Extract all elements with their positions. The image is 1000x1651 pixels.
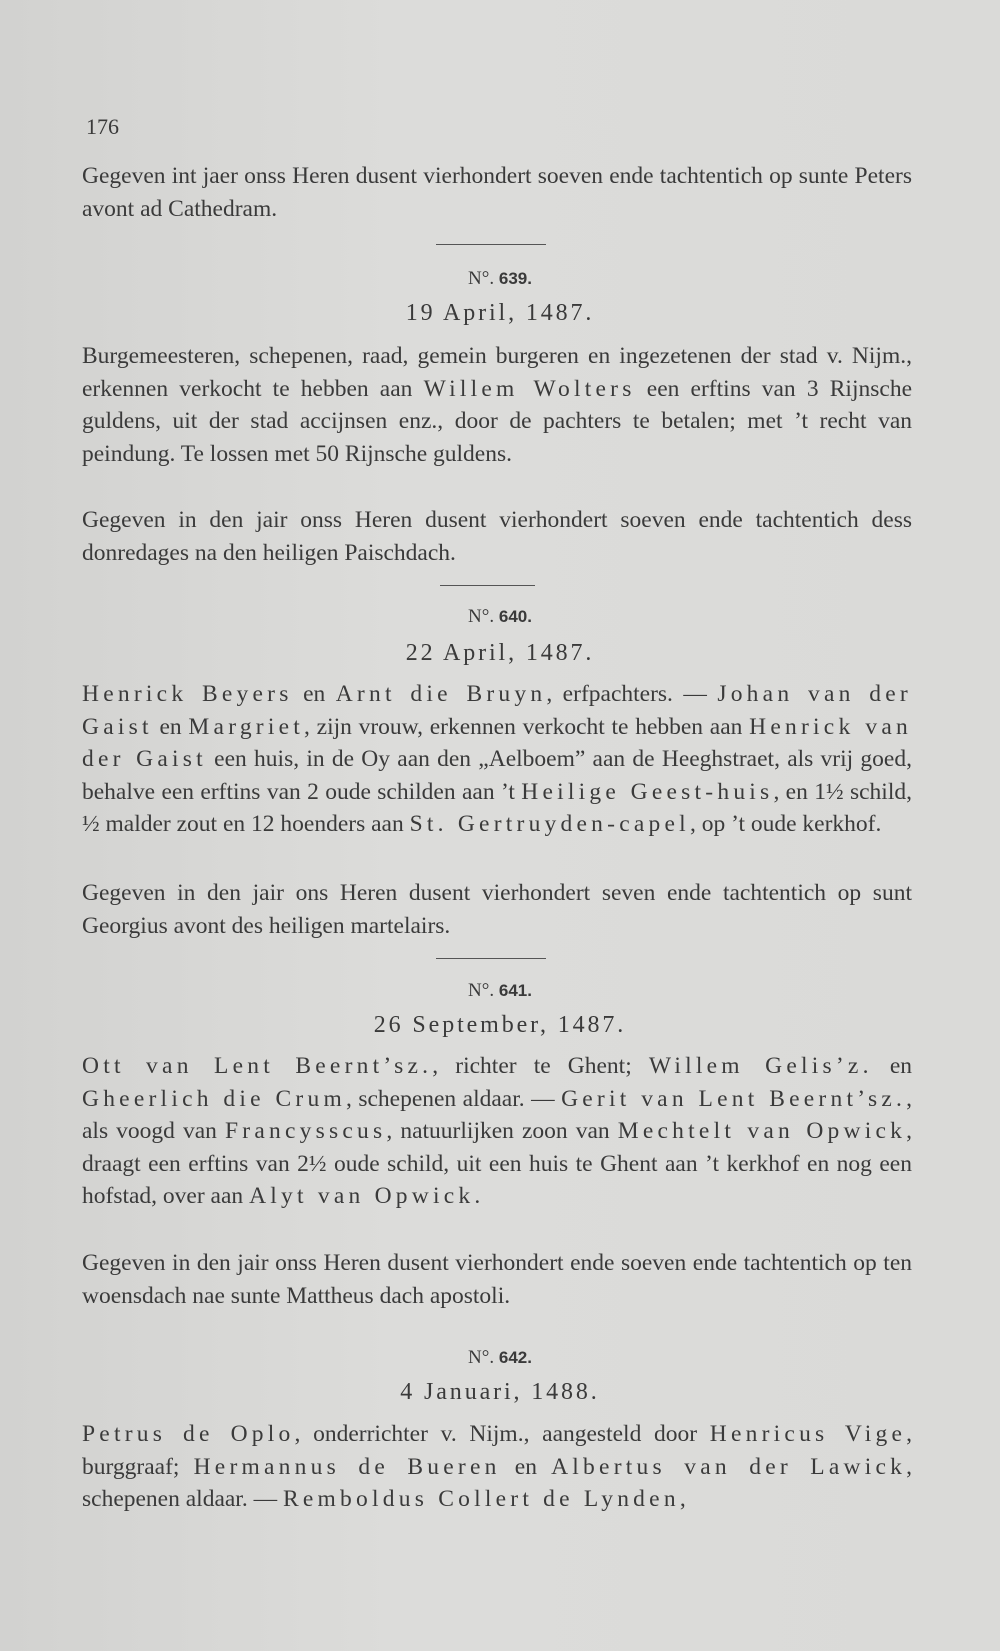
entry-date: 19 April, 1487. [405,300,595,326]
body-text: en [872,1053,912,1079]
spaced-name: Ott van Lent Beernt’sz. [82,1053,433,1079]
spaced-name: Henricus Vige [709,1421,907,1447]
spaced-name: Gerit van Lent Beernt’sz. [561,1085,907,1112]
spaced-name: Arnt die Bruyn [335,681,547,707]
entry-body [82,340,912,470]
entry-number [0,1347,1000,1369]
body-text: , erfpachters. — [546,681,718,707]
entry-number-prefix: N°. [468,606,495,627]
entry-number [0,606,1000,628]
spaced-name: Francysscus [225,1118,387,1144]
entry-number-value: 642. [498,1348,532,1367]
entry-number-prefix: N°. [468,980,495,1001]
body-text: , [679,1486,686,1512]
entry-number [0,980,1000,1002]
spaced-name: Mechtelt van Opwick [617,1118,907,1144]
body-text: , schepenen aldaar. — [345,1085,562,1112]
spaced-name: Margriet [188,713,305,740]
entry-body [82,1050,912,1213]
spaced-name: Petrus de Oplo [82,1421,295,1447]
spaced-name: Heilige Geest-huis [521,778,774,805]
body-text: , als voogd van [82,1085,912,1144]
body-text: en [292,681,336,707]
entry-body [82,678,912,841]
entry-number-prefix: N°. [468,1347,495,1368]
divider-rule [440,585,535,586]
entry-given: Gegeven in den jair ons Heren dusent vierhondert seven ende tachtentich op sunt Georgius avont des heiligen martelairs. [82,880,912,939]
page-number: 176 [86,114,119,139]
spaced-name: Remboldus Collert de Lynden [282,1486,680,1512]
body-text: een huis, in de Oy aan den „Aelboem” aan de Heeghstraet, als vrij goed, behalve een erftins van 2 oude schilden aan ’t [82,746,912,805]
spaced-name: Johan van der Gaist [82,681,912,740]
body-text: , onderrichter v. Nijm., aangesteld door [294,1421,710,1447]
entry-given: Gegeven in den jair onss Heren dusent vierhondert ende soeven ende tachtentich op ten woensdach nae sunte Mattheus dach apostoli. [82,1250,912,1309]
body-text: , zijn vrouw, erkennen verkocht te hebben aan [304,713,750,740]
spaced-name: Alyt van Opwick [249,1183,475,1209]
entry-body [82,1418,912,1516]
body-text: , en 1½ schild, ½ malder zout en 12 hoenders aan [82,778,912,837]
opening-paragraph: Gegeven int jaer onss Heren dusent vierhondert soeven ende tachtentich op sunte Peters avont ad Cathedram. [82,163,912,222]
spaced-name: Hermannus de Bueren [193,1453,501,1480]
entry-given: Gegeven in den jair onss Heren dusent vierhondert soeven ende tachtentich dess donredages na den heiligen Paischdach. [82,507,912,566]
spaced-name: Willem Wolters [423,375,636,402]
body-text: en [152,713,189,740]
body-text: , draagt een erftins van 2½ oude schild, uit een huis te Ghent aan ’t kerkhof en nog een hofstad, over aan [82,1118,912,1209]
spaced-name: Albertus van der Lawick [551,1453,907,1480]
body-text: , op ’t oude kerkhof. [689,811,882,837]
body-text: , schepenen aldaar. — [82,1453,913,1512]
body-text: , natuurlijken zoon van [386,1118,618,1144]
body-text: . [474,1183,481,1209]
body-text: en [500,1453,552,1480]
entry-number-value: 639. [498,269,532,288]
entry-number [0,268,1000,290]
divider-rule [436,244,546,245]
body-text: Burgemeesteren, schepenen, raad, gemein burgeren en ingezetenen der stad v. Nijm., erkennen verkocht te hebben aan [82,343,912,402]
body-text: , burggraaf; [82,1421,912,1480]
entry-number-value: 640. [498,607,532,626]
entry-number-value: 641. [498,981,532,1000]
entry-date: 4 Januari, 1488. [400,1379,600,1405]
body-text: , richter te Ghent; [432,1053,649,1079]
body-text: een erftins van 3 Rijnsche guldens, uit der stad accijnsen enz., door de pachters te betalen; met ’t recht van peindung. Te lossen met 50 Rijnsche guldens. [82,375,912,467]
spaced-name: Henrick Beyers [82,681,293,707]
entry-date: 26 September, 1487. [373,1012,627,1038]
entry-number-prefix: N°. [468,268,495,289]
spaced-name: Gheerlich die Crum [82,1085,346,1112]
spaced-name: St. Gertruyden-capel [409,811,690,837]
spaced-name: Henrick van der Gaist [82,713,912,772]
entry-date: 22 April, 1487. [405,640,595,666]
spaced-name: Willem Gelis’z. [648,1053,873,1079]
divider-rule [436,958,546,959]
